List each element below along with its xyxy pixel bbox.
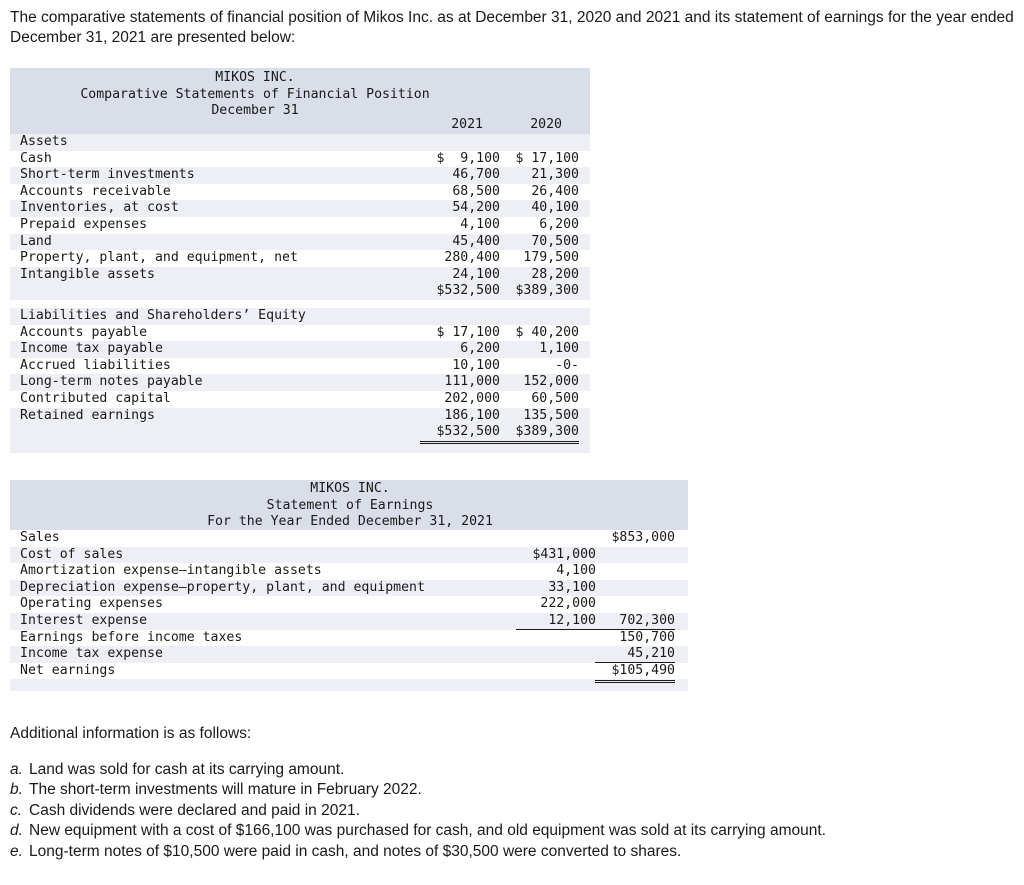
row-label: Accounts receivable [20, 183, 171, 199]
value-2020: $ 17,100 [515, 150, 579, 166]
value-2020: 179,500 [523, 250, 579, 266]
interest-expense-row: Interest expense 12,100 702,300 [10, 613, 688, 630]
value-2020: 60,500 [531, 390, 579, 406]
note-text: Cash dividends were declared and paid in 2021. [29, 801, 360, 819]
note-text: New equipment with a cost of $166,100 was purchased for cash, and old equipment was sold at its carrying amount. [29, 822, 826, 840]
note-letter: a. [10, 761, 23, 778]
value-2020: 28,200 [499, 267, 579, 284]
notes-list [10, 760, 826, 862]
value-2021: 68,500 [452, 183, 500, 199]
table-row [10, 250, 590, 267]
table-row [10, 341, 590, 358]
table-row [10, 234, 590, 251]
row-label: Intangible assets [20, 266, 155, 282]
assets-total-2020: $389,300 [499, 283, 579, 303]
value-2020: 40,100 [531, 200, 579, 216]
depreciation-row: Depreciation expense—property, plant, and equipment 33,100 [10, 580, 688, 597]
value-2020: 135,500 [499, 408, 579, 425]
value-2020: 152,000 [523, 374, 579, 390]
statement-title: Comparative Statements of Financial Position [80, 86, 430, 102]
row-label: Long-term notes payable [20, 374, 203, 390]
note-item [10, 760, 826, 780]
sales-row: Sales $853,000 [10, 530, 688, 547]
liabilities-total-2021: $532,500 [420, 424, 500, 444]
table-row [10, 391, 590, 408]
income-tax-row: Income tax expense 45,210 [10, 646, 688, 663]
value-2021: $ 9,100 [436, 150, 500, 166]
operating-expenses-row: Operating expenses 222,000 [10, 596, 688, 613]
table-row [10, 200, 590, 217]
note-letter: c. [10, 801, 23, 819]
value-2021: 45,400 [452, 233, 500, 249]
table-row [10, 184, 590, 201]
table-row [10, 374, 590, 391]
value-2020: 1,100 [539, 341, 579, 357]
liabilities-heading-row: Liabilities and Shareholders’ Equity [10, 308, 590, 325]
value-2020: -0- [555, 357, 579, 373]
value-2021: 46,700 [452, 167, 500, 183]
value-2021: 111,000 [444, 374, 500, 390]
note-item [10, 821, 826, 841]
earnings-before-tax-row: Earnings before income taxes 150,700 [10, 630, 688, 647]
cost-of-sales-row: Cost of sales $431,000 [10, 547, 688, 564]
assets-total-row [10, 283, 590, 300]
row-label: Accrued liabilities [20, 357, 171, 373]
row-label: Cash [20, 150, 52, 166]
financial-position-table [10, 68, 590, 453]
value-2021: 202,000 [444, 390, 500, 406]
value-2021: 186,100 [420, 408, 500, 425]
company-name: MIKOS INC. [215, 70, 295, 85]
table-row [10, 408, 590, 425]
liabilities-total-row [10, 424, 590, 441]
column-2020: 2020 [530, 117, 562, 132]
column-2021: 2021 [451, 117, 483, 132]
value-2021: 4,100 [460, 216, 500, 232]
liabilities-total-2020: $389,300 [499, 424, 579, 444]
row-label: Income tax payable [20, 341, 163, 357]
row-label: Contributed capital [20, 390, 171, 406]
value-2021: 280,400 [444, 250, 500, 266]
earnings-statement-table [10, 480, 688, 691]
table-row [10, 217, 590, 234]
note-letter: b. [10, 781, 23, 799]
value-2021: 10,100 [452, 357, 500, 373]
note-text: The short-term investments will mature in February 2022. [29, 781, 422, 799]
earnings-title: Statement of Earnings [266, 497, 434, 513]
value-2021: 54,200 [452, 200, 500, 216]
assets-heading-row: Assets [10, 134, 590, 151]
value-2021: 24,100 [420, 267, 500, 284]
table-row [10, 267, 590, 284]
row-label: Property, plant, and equipment, net [20, 250, 298, 266]
earnings-company-name: MIKOS INC. [310, 481, 390, 496]
assets-total-2021: $532,500 [420, 283, 500, 303]
note-letter: e. [10, 842, 23, 860]
row-label: Land [20, 233, 52, 249]
value-2020: 26,400 [531, 183, 579, 199]
net-earnings-row: Net earnings $105,490 [10, 663, 688, 680]
value-2021: $ 17,100 [436, 324, 500, 340]
row-label: Accounts payable [20, 324, 148, 340]
row-label: Prepaid expenses [20, 216, 148, 232]
note-text: Land was sold for cash at its carrying amount. [29, 761, 345, 778]
table-row [10, 151, 590, 168]
table-row [10, 325, 590, 342]
table-header [10, 68, 590, 134]
statement-date: December 31 [211, 103, 299, 118]
amortization-row: Amortization expense—intangible assets 4,100 [10, 563, 688, 580]
value-2020: 6,200 [539, 216, 579, 232]
note-letter: d. [10, 822, 23, 840]
table-row [10, 167, 590, 184]
note-text: Long-term notes of $10,500 were paid in cash, and notes of $30,500 were converted to shares. [29, 842, 682, 860]
value-2020: 21,300 [531, 167, 579, 183]
table-row [10, 358, 590, 375]
row-label: Retained earnings [20, 407, 155, 423]
additional-info-heading: Additional information is as follows: [10, 725, 252, 742]
note-item [10, 842, 826, 862]
note-item [10, 801, 826, 821]
value-2020: $ 40,200 [515, 324, 579, 340]
intro-text: The comparative statements of financial position of Mikos Inc. as at December 31, 2020 and 2021 and its statement of earnings for the year ended December 31, 2021 are presented below: [10, 9, 1014, 46]
row-label: Inventories, at cost [20, 200, 179, 216]
note-item [10, 780, 826, 800]
value-2021: 6,200 [460, 341, 500, 357]
value-2020: 70,500 [531, 233, 579, 249]
earnings-period: For the Year Ended December 31, 2021 [207, 514, 493, 529]
row-label: Short-term investments [20, 167, 195, 183]
